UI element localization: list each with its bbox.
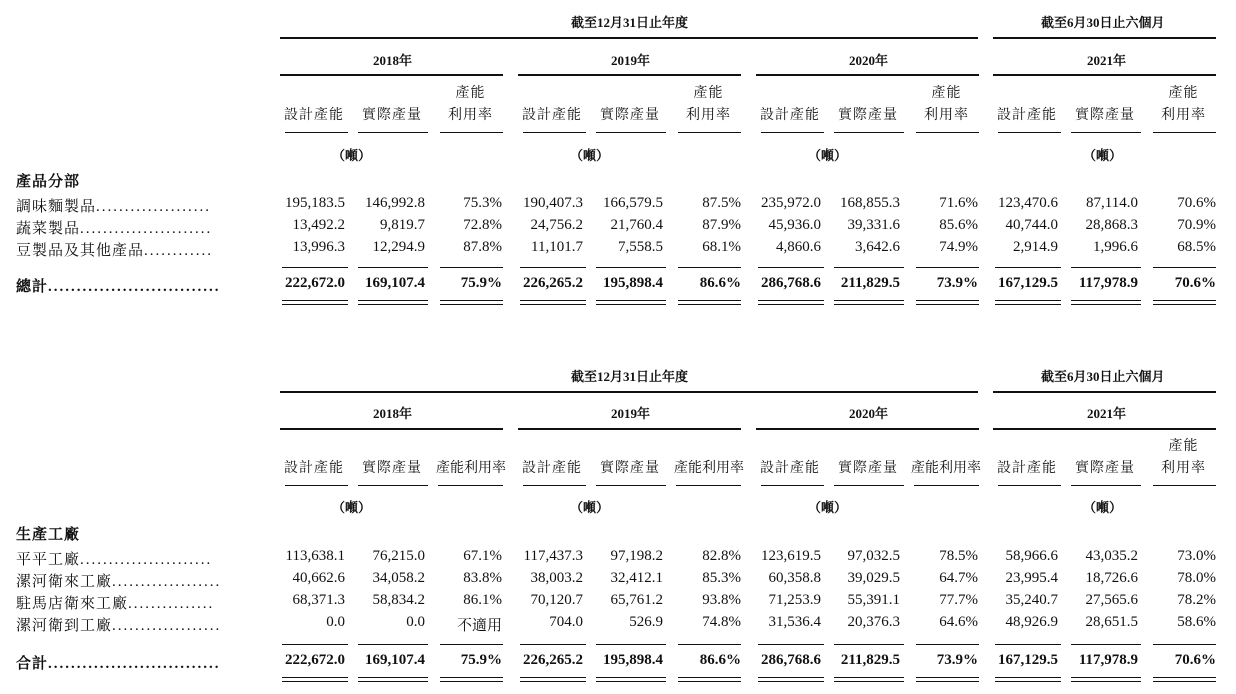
- table-row-value: 21,760.4: [610, 217, 663, 233]
- table-row-value: 87.8%: [463, 239, 502, 255]
- year-header-2020: 2020年: [849, 406, 889, 421]
- table-row-value: 74.8%: [702, 614, 741, 630]
- unit-label-2020: （噸）: [808, 148, 848, 163]
- table-row-value: 34,058.2: [372, 570, 425, 586]
- year-header-2020: 2020年: [849, 53, 889, 68]
- table-row-value: 72.8%: [463, 217, 502, 233]
- table-row-value: 67.1%: [463, 548, 502, 564]
- table-row-value: 97,198.2: [610, 548, 663, 564]
- col-design-2020: 設計產能: [760, 108, 820, 123]
- total-row-value: 226,265.2: [523, 275, 583, 291]
- col-actual-2020: 實際產量: [838, 461, 898, 476]
- table-row-value: 195,183.5: [285, 195, 345, 211]
- unit-label-2019: （噸）: [570, 500, 610, 515]
- table-row-label: 漯河衛到工廠...................: [16, 618, 222, 634]
- table-row-value: 82.8%: [702, 548, 741, 564]
- table-row-value: 190,407.3: [523, 195, 583, 211]
- table-row-value: 235,972.0: [761, 195, 821, 211]
- total-row-value: 167,129.5: [998, 652, 1058, 668]
- total-double-rule: [596, 681, 666, 682]
- table-row-value: 70.9%: [1177, 217, 1216, 233]
- total-double-rule: [834, 681, 904, 682]
- total-row-value: 195,898.4: [603, 275, 663, 291]
- col-actual-2019: 實際產量: [600, 108, 660, 123]
- table-row-value: 75.3%: [463, 195, 502, 211]
- table-row-value: 3,642.6: [855, 239, 900, 255]
- total-double-rule: [1153, 677, 1216, 678]
- total-double-rule: [758, 681, 824, 682]
- table-row-value: 93.8%: [702, 592, 741, 608]
- col-util-2021: 產能 利用率: [1161, 86, 1206, 123]
- col-util-2020: 產能利用率: [911, 461, 981, 476]
- table-row-value: 78.5%: [939, 548, 978, 564]
- table-row-value: 70,120.7: [530, 592, 583, 608]
- table-row-label: 漯河衛來工廠...................: [16, 574, 222, 590]
- total-double-rule: [916, 677, 979, 678]
- subtotal-rule: [1153, 644, 1216, 645]
- table-row-value: 4,860.6: [776, 239, 821, 255]
- col-design-2021: 設計產能: [997, 461, 1057, 476]
- col-design-2020: 設計產能: [760, 461, 820, 476]
- period-header-year: 截至12月31日止年度: [571, 369, 689, 384]
- table-row-leader-dots: ...................: [112, 574, 222, 590]
- total-row-value: 117,978.9: [1078, 652, 1138, 668]
- col-util-2018: 產能利用率: [436, 461, 506, 476]
- table-row-value: 64.7%: [939, 570, 978, 586]
- table-row-value: 166,579.5: [603, 195, 663, 211]
- table-row-value: 55,391.1: [847, 592, 900, 608]
- total-double-rule: [282, 677, 348, 678]
- total-double-rule: [1071, 681, 1141, 682]
- table-row-value: 58.6%: [1177, 614, 1216, 630]
- table-row-value: 13,492.2: [292, 217, 345, 233]
- total-row-value: 75.9%: [460, 275, 502, 291]
- table-row-value: 0.0: [406, 614, 425, 630]
- total-row-value: 286,768.6: [761, 652, 821, 668]
- total-row-value: 70.6%: [1174, 652, 1216, 668]
- period-header-year: 截至12月31日止年度: [571, 15, 689, 30]
- col-actual-2020: 實際產量: [838, 108, 898, 123]
- year-header-2021: 2021年: [1087, 53, 1127, 68]
- table-row-value: 2,914.9: [1013, 239, 1058, 255]
- table-row-value: 87.9%: [702, 217, 741, 233]
- subtotal-rule: [596, 644, 666, 645]
- table-row-value: 73.0%: [1177, 548, 1216, 564]
- table-row-value: 71.6%: [939, 195, 978, 211]
- table-row-value: 74.9%: [939, 239, 978, 255]
- table-row-value: 146,992.8: [365, 195, 425, 211]
- subtotal-rule: [916, 644, 979, 645]
- table-row-value: 704.0: [549, 614, 583, 630]
- table-row-value: 18,726.6: [1085, 570, 1138, 586]
- table-row-value: 35,240.7: [1005, 592, 1058, 608]
- unit-label-2019: （噸）: [570, 148, 610, 163]
- table-row-value: 76,215.0: [372, 548, 425, 564]
- year-header-2021: 2021年: [1087, 406, 1127, 421]
- col-design-2019: 設計產能: [522, 461, 582, 476]
- table-row-value: 83.8%: [463, 570, 502, 586]
- col-util-2019: 產能利用率: [674, 461, 744, 476]
- table-row-label: 平平工廠.......................: [16, 552, 213, 568]
- total-double-rule: [758, 677, 824, 678]
- unit-label-2018: （噸）: [332, 148, 372, 163]
- table-row-value: 32,412.1: [610, 570, 663, 586]
- table-row-value: 113,638.1: [285, 548, 345, 564]
- table-row-value: 23,995.4: [1005, 570, 1058, 586]
- table-row-value: 78.0%: [1177, 570, 1216, 586]
- table-row-value: 7,558.5: [618, 239, 663, 255]
- table-row-value: 85.3%: [702, 570, 741, 586]
- unit-label-2021: （噸）: [1083, 500, 1123, 515]
- table-row-value: 123,619.5: [761, 548, 821, 564]
- total-double-rule: [916, 681, 979, 682]
- total-row-leader-dots: ..............................: [48, 279, 221, 295]
- table-row-value: 24,756.2: [530, 217, 583, 233]
- subtotal-rule: [520, 644, 586, 645]
- total-double-rule: [1071, 677, 1141, 678]
- col-util-2020: 產能 利用率: [924, 86, 969, 123]
- table-row-value: 68.1%: [702, 239, 741, 255]
- table-row-value: 45,936.0: [768, 217, 821, 233]
- table-row-value: 123,470.6: [998, 195, 1058, 211]
- table-row-value: 39,331.6: [847, 217, 900, 233]
- total-row-value: 73.9%: [936, 652, 978, 668]
- table-row-label: 豆製品及其他產品............: [16, 243, 214, 259]
- table-row-value: 31,536.4: [768, 614, 821, 630]
- table-row-leader-dots: ...............: [128, 596, 215, 612]
- table-row-value: 43,035.2: [1085, 548, 1138, 564]
- total-double-rule: [995, 677, 1061, 678]
- col-util-2018: 產能 利用率: [448, 86, 493, 123]
- subtotal-rule: [834, 644, 904, 645]
- table-row-value: 27,565.6: [1085, 592, 1138, 608]
- section-label: 產品分部: [16, 174, 81, 190]
- table-row-value: 70.6%: [1177, 195, 1216, 211]
- col-actual-2021: 實際產量: [1075, 108, 1135, 123]
- total-row-label: 合計..............................: [16, 656, 221, 672]
- col-actual-2021: 實際產量: [1075, 461, 1135, 476]
- table-row-value: 9,819.7: [380, 217, 425, 233]
- total-double-rule: [520, 677, 586, 678]
- col-design-2019: 設計產能: [522, 108, 582, 123]
- total-double-rule: [282, 681, 348, 682]
- total-row-value: 169,107.4: [365, 652, 425, 668]
- total-row-leader-dots: ..............................: [48, 656, 221, 672]
- year-header-2019: 2019年: [611, 406, 651, 421]
- table-row-value: 1,996.6: [1093, 239, 1138, 255]
- table-row-value: 526.9: [629, 614, 663, 630]
- table-row-value: 86.1%: [463, 592, 502, 608]
- total-double-rule: [358, 677, 428, 678]
- table-row-value: 48,926.9: [1005, 614, 1058, 630]
- table-row-value: 77.7%: [939, 592, 978, 608]
- total-row-value: 211,829.5: [840, 652, 900, 668]
- total-row-label: 總計..............................: [16, 279, 221, 295]
- col-util-2019: 產能 利用率: [686, 86, 731, 123]
- total-double-rule: [440, 681, 503, 682]
- table-row-value: 71,253.9: [768, 592, 821, 608]
- table-row-value: 12,294.9: [372, 239, 425, 255]
- total-row-value: 169,107.4: [365, 275, 425, 291]
- total-row-value: 70.6%: [1174, 275, 1216, 291]
- section-label: 生產工廠: [16, 527, 81, 543]
- col-actual-2018: 實際產量: [362, 108, 422, 123]
- table-row-value: 64.6%: [939, 614, 978, 630]
- table-row-value: 28,651.5: [1085, 614, 1138, 630]
- table-row-value: 58,834.2: [372, 592, 425, 608]
- subtotal-rule: [995, 644, 1061, 645]
- table-row-value: 不適用: [456, 618, 502, 634]
- total-row-value: 75.9%: [460, 652, 502, 668]
- total-double-rule: [596, 677, 666, 678]
- table-row-value: 0.0: [326, 614, 345, 630]
- total-row-value: 286,768.6: [761, 275, 821, 291]
- table-row-value: 87,114.0: [1086, 195, 1138, 211]
- table-row-value: 40,744.0: [1005, 217, 1058, 233]
- table-row-value: 78.2%: [1177, 592, 1216, 608]
- table-row-label: 蔬菜製品.......................: [16, 221, 213, 237]
- total-double-rule: [678, 681, 741, 682]
- table-row-value: 38,003.2: [530, 570, 583, 586]
- total-double-rule: [358, 681, 428, 682]
- subtotal-rule: [758, 644, 824, 645]
- total-row-value: 226,265.2: [523, 652, 583, 668]
- table-row-value: 28,868.3: [1085, 217, 1138, 233]
- period-header-half: 截至6月30日止六個月: [1041, 369, 1165, 384]
- year-header-2018: 2018年: [373, 406, 413, 421]
- table-row-value: 168,855.3: [840, 195, 900, 211]
- total-row-value: 222,672.0: [285, 652, 345, 668]
- col-actual-2018: 實際產量: [362, 461, 422, 476]
- subtotal-rule: [1071, 644, 1141, 645]
- table-row-value: 97,032.5: [847, 548, 900, 564]
- table-row-value: 68.5%: [1177, 239, 1216, 255]
- total-row-value: 222,672.0: [285, 275, 345, 291]
- table-row-value: 65,761.2: [610, 592, 663, 608]
- total-row-value: 167,129.5: [998, 275, 1058, 291]
- unit-label-2018: （噸）: [332, 500, 372, 515]
- col-design-2018: 設計產能: [284, 461, 344, 476]
- table-row-value: 87.5%: [702, 195, 741, 211]
- table-row-value: 40,662.6: [292, 570, 345, 586]
- table-row-leader-dots: ....................: [96, 199, 212, 215]
- table-row-leader-dots: .......................: [80, 221, 213, 237]
- table-row-label: 駐馬店衛來工廠...............: [16, 596, 215, 612]
- year-header-2018: 2018年: [373, 53, 413, 68]
- total-row-value: 86.6%: [699, 652, 741, 668]
- total-row-value: 86.6%: [699, 275, 741, 291]
- table-row-value: 58,966.6: [1005, 548, 1058, 564]
- table-row-value: 11,101.7: [531, 239, 583, 255]
- table-row-leader-dots: ............: [144, 243, 214, 259]
- unit-label-2021: （噸）: [1083, 148, 1123, 163]
- table-row-leader-dots: ...................: [112, 618, 222, 634]
- table-row-value: 39,029.5: [847, 570, 900, 586]
- col-util-2021: 產能 利用率: [1161, 439, 1206, 476]
- total-row-value: 195,898.4: [603, 652, 663, 668]
- col-design-2018: 設計產能: [284, 108, 344, 123]
- total-row-value: 117,978.9: [1078, 275, 1138, 291]
- table-row-value: 13,996.3: [292, 239, 345, 255]
- total-double-rule: [440, 677, 503, 678]
- col-design-2021: 設計產能: [997, 108, 1057, 123]
- total-double-rule: [995, 681, 1061, 682]
- total-row-value: 211,829.5: [840, 275, 900, 291]
- year-header-2019: 2019年: [611, 53, 651, 68]
- table-row-label: 調味麵製品....................: [16, 199, 212, 215]
- total-double-rule: [678, 677, 741, 678]
- total-double-rule: [520, 681, 586, 682]
- total-row-value: 73.9%: [936, 275, 978, 291]
- col-actual-2019: 實際產量: [600, 461, 660, 476]
- table-row-value: 117,437.3: [523, 548, 583, 564]
- total-double-rule: [834, 677, 904, 678]
- table-row-leader-dots: .......................: [80, 552, 213, 568]
- table-row-value: 85.6%: [939, 217, 978, 233]
- table-row-value: 60,358.8: [768, 570, 821, 586]
- unit-label-2020: （噸）: [808, 500, 848, 515]
- subtotal-rule: [282, 644, 348, 645]
- table-row-value: 20,376.3: [847, 614, 900, 630]
- subtotal-rule: [358, 644, 428, 645]
- total-double-rule: [1153, 681, 1216, 682]
- period-header-half: 截至6月30日止六個月: [1041, 15, 1165, 30]
- subtotal-rule: [678, 644, 741, 645]
- subtotal-rule: [440, 644, 503, 645]
- table-row-value: 68,371.3: [292, 592, 345, 608]
